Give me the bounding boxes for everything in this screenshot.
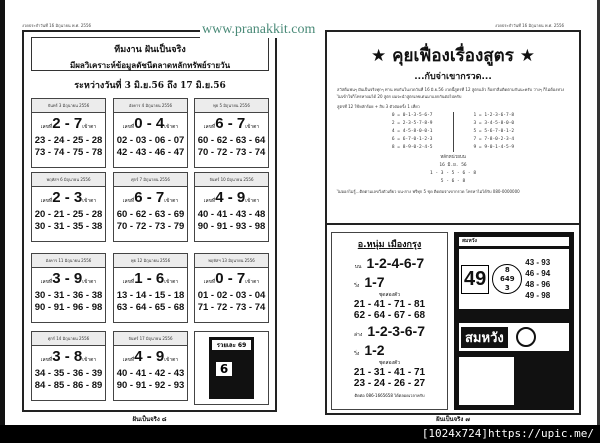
scan-edge-left (0, 0, 5, 425)
cell-row-1: 20 - 21 - 25 - 28 (34, 209, 103, 220)
cell-digits: 2 - 3 (52, 189, 83, 206)
ad-seal-icon (516, 327, 536, 347)
cell-suffix: เข้าตา (82, 279, 97, 285)
formula-line: 1 = 1-2-3-6-7-8 (473, 113, 515, 118)
formula-line: 2 = 2-3-5-7-8-9 (391, 121, 433, 126)
ad-pairs (525, 257, 550, 301)
thumb-digit: 6 (216, 362, 232, 376)
top-digits: 1-2-4-6-7 (366, 255, 425, 271)
cell-suffix: เข้าตา (164, 198, 179, 204)
cell-prefix: เลขที่ (203, 279, 216, 285)
cell-row-2: 42 - 43 - 46 - 47 (116, 147, 185, 158)
date-range: ระหว่างวันที่ 3 มิ.ย.56 ถึง 17 มิ.ย.56 (74, 81, 226, 91)
ad-pair-line: 48 - 96 (525, 280, 551, 289)
result-1: 1 - 3 - 5 - 6 - 8 (429, 171, 477, 176)
bottom-digits: 1-2-3-6-7 (367, 323, 425, 339)
cell-digits: 6 - 7 (215, 115, 246, 132)
bottom-set-1: 21 - 31 - 41 - 71 (353, 367, 426, 378)
cell-row-2: 70 - 72 - 73 - 74 (197, 147, 266, 158)
formula-line: 0 = 0-1-3-5-6-7 (391, 113, 433, 118)
cell-row-2: 70 - 72 - 73 - 79 (116, 221, 185, 232)
cell-suffix: เข้าตา (164, 357, 179, 363)
cell-row-2: 90 - 91 - 92 - 93 (116, 380, 185, 391)
cell-date: อังคาร 11 มิถุนายน 2556 (32, 254, 105, 268)
cell-suffix: เข้าตา (245, 279, 260, 285)
formula-line: 4 = 4-5-8-0-0-1 (391, 129, 433, 134)
cell-row-2: 30 - 31 - 35 - 38 (34, 221, 103, 232)
prediction-cell (31, 172, 106, 242)
top-run: 1-7 (364, 274, 385, 290)
cell-row-1: 30 - 31 - 36 - 38 (34, 290, 103, 301)
left-title-2: มีผลวิเคราะห์ข้อมูลดัชนีตลาดหลักทรัพย์รายวัน (69, 60, 231, 70)
bottom-run-label: วิ่ง (354, 351, 360, 357)
cell-digits: 0 - 7 (215, 270, 246, 287)
cell-prefix: เลขที่ (122, 198, 135, 204)
cell-digits: 6 - 7 (134, 189, 165, 206)
tip-box (331, 232, 448, 410)
cell-row-1: 01 - 02 - 03 - 04 (197, 290, 266, 301)
cell-digits: 4 - 9 (215, 189, 246, 206)
cell-suffix: เข้าตา (164, 124, 179, 130)
cell-prefix: เลขที่ (40, 198, 53, 204)
cell-prefix: เลขที่ (122, 357, 135, 363)
ad-pair-line: 43 - 93 (525, 258, 551, 267)
cell-suffix: เข้าตา (245, 124, 260, 130)
cell-date: พฤหัสฯ 6 มิถุนายน 2556 (32, 173, 105, 187)
formula-right-column (474, 112, 515, 152)
formula-line: 8 = 8-9-0-2-4-5 (391, 145, 433, 150)
cell-date: จันทร์ 3 มิถุนายน 2556 (32, 99, 105, 113)
magazine-thumbnail (194, 331, 269, 405)
prediction-cell (113, 98, 188, 168)
ad-thumbnail (459, 357, 514, 405)
prediction-cell (113, 172, 188, 242)
prediction-cell (194, 172, 269, 242)
cell-prefix: เลขที่ (122, 124, 135, 130)
ad-pair-line: 49 - 98 (525, 291, 551, 300)
thumb-number: 69 (237, 342, 247, 349)
cell-row-2: 71 - 72 - 73 - 74 (197, 302, 266, 313)
result-2: 5 - 6 - 8 (440, 179, 466, 184)
formula-title: ★ คุยเฟื่องเรื่องสูตร ★ (370, 46, 535, 66)
cell-suffix: เข้าตา (82, 124, 97, 130)
cell-row-1: 60 - 62 - 63 - 69 (116, 209, 185, 220)
formula-subtitle: ...กับจ่าเขากรวด... (414, 72, 492, 82)
cell-row-1: 13 - 14 - 15 - 18 (116, 290, 185, 301)
top-set-2: 62 - 64 - 67 - 68 (353, 310, 426, 321)
cell-date: อังคาร 4 มิถุนายน 2556 (114, 99, 187, 113)
top-run-label: วิ่ง (354, 283, 360, 289)
formula-left-column (392, 112, 433, 152)
tip-contact: ติดต่อ 086-1665658 ได้ตลอดเวลาครับ (354, 393, 425, 398)
cell-prefix: เลขที่ (203, 124, 216, 130)
prediction-cell (113, 253, 188, 323)
cell-row-1: 40 - 41 - 42 - 43 (116, 368, 185, 379)
image-size-tag: [1024x724]https://upic.me/ (0, 425, 600, 443)
cell-row-1: 23 - 24 - 25 - 28 (34, 135, 103, 146)
cell-digits: 0 - 4 (134, 115, 165, 132)
prediction-cell (31, 331, 106, 401)
formula-line: 3 = 3-4-5-8-0-0 (473, 121, 515, 126)
ad-big-title: สมหวัง (461, 327, 508, 348)
formula-line: 5 = 5-6-7-0-1-2 (473, 129, 515, 134)
formula-head: สูตรที่ 12 ใช้หลักร้อย + สิบ 3 ตัวต่อครั้ง 1 เที่ยว (337, 104, 420, 109)
right-page-footer: ฝันเป็นจริง ๗ (436, 416, 470, 423)
formula-line: 6 = 6-7-0-1-2-3 (391, 137, 433, 142)
cell-row-1: 34 - 35 - 36 - 39 (34, 368, 103, 379)
result-label: หลักหน่วยบน (440, 155, 466, 160)
cell-prefix: เลขที่ (122, 279, 135, 285)
cell-digits: 3 - 9 (52, 270, 83, 287)
result-date: 16 มิ.ย. 56 (439, 163, 467, 168)
bottom-run: 1-2 (364, 342, 385, 358)
prediction-cell (194, 253, 269, 323)
cell-digits: 3 - 8 (52, 348, 83, 365)
left-title-1: ทีมงาน ฝันเป็นจริง (114, 45, 186, 55)
bottom-set-2: 23 - 24 - 26 - 27 (353, 378, 426, 389)
cell-date: พฤหัสฯ 13 มิถุนายน 2556 (195, 254, 268, 268)
cell-suffix: เข้าตา (245, 198, 260, 204)
cell-row-1: 40 - 41 - 43 - 48 (197, 209, 266, 220)
left-page-footer: ฝันเป็นจริง ๘ (132, 416, 167, 423)
cell-suffix: เข้าตา (82, 357, 97, 363)
cell-row-1: 02 - 03 - 06 - 07 (116, 135, 185, 146)
cell-prefix: เลขที่ (40, 279, 53, 285)
bottom-label: ล่าง (353, 332, 363, 338)
formula-note: ไม่ออกไม่รู้...ติดตามเลขวิ่งตัวเดียว บน-ล่าง ฟรีทุก 5 ชุด ติดต่อจ่าเขากรวด โทรหาไม่ได้รับ 080-0000000 (337, 189, 520, 194)
prediction-cell (31, 253, 106, 323)
cell-digits: 2 - 7 (52, 115, 83, 132)
thumb-title: รวยเละ (216, 342, 236, 349)
left-title-box (31, 37, 269, 71)
formula-line: 9 = 9-0-1-4-5-9 (473, 145, 515, 150)
formula-intro: สวัสดีแฟนๆ ฝันเป็นจริงทุกๆ ท่าน พบกันในงวดวันที่ 16 มิ.ย.56 งวดนี้สูตรที่ 12 สูตรแล้ว ก็อย่าลืมติดตามกันนะครับ ว่างๆ ก็ไม่ต้องห่วง ไม่เข้าใจก็โทรหาผมได้ 20 สูตร ผมจะนำสูตรเลขเด่นมาแจกกันต่อไปครับ (337, 87, 565, 99)
cell-date: ศุกร์ 7 มิถุนายน 2556 (114, 173, 187, 187)
cell-row-2: 90 - 91 - 96 - 98 (34, 302, 103, 313)
formula-line: 7 = 7-8-0-2-3-4 (473, 137, 515, 142)
right-page-header: งวดประจำวันที่ 16 มิถุนายน พ.ศ. 2556 (495, 23, 565, 28)
cell-row-2: 63 - 64 - 65 - 68 (116, 302, 185, 313)
ad-digit-grid: 8 649 3 (492, 264, 522, 294)
tip-name: อ.หนุ่ม เมืองกรุง (357, 240, 422, 250)
cell-suffix: เข้าตา (82, 198, 97, 204)
cell-prefix: เลขที่ (40, 357, 53, 363)
cell-row-2: 90 - 91 - 93 - 98 (197, 221, 266, 232)
ad-pair-line: 46 - 94 (525, 269, 551, 278)
cell-date: พุธ 12 มิถุนายน 2556 (114, 254, 187, 268)
cell-date: จันทร์ 10 มิถุนายน 2556 (195, 173, 268, 187)
cell-date: จันทร์ 17 มิถุนายน 2556 (114, 332, 187, 346)
top-set-label: ชุดสองตัว (378, 292, 401, 298)
cell-digits: 4 - 9 (134, 348, 165, 365)
left-page-header: งวดประจำวันที่ 16 มิถุนายน พ.ศ. 2556 (22, 23, 92, 28)
prediction-cell (31, 98, 106, 168)
cell-prefix: เลขที่ (203, 198, 216, 204)
cell-row-2: 73 - 74 - 75 - 78 (34, 147, 103, 158)
bottom-set-label: ชุดสองตัว (378, 360, 401, 366)
cell-date: ศุกร์ 14 มิถุนายน 2556 (32, 332, 105, 346)
somwang-ad (454, 232, 574, 410)
cell-row-1: 60 - 62 - 63 - 64 (197, 135, 266, 146)
ad-pair: 49 (461, 265, 489, 294)
cell-prefix: เลขที่ (40, 124, 53, 130)
ad-brand: สมหวัง (459, 237, 569, 246)
cell-suffix: เข้าตา (164, 279, 179, 285)
top-set-1: 21 - 41 - 71 - 81 (353, 299, 426, 310)
prediction-cell (194, 98, 269, 168)
formula-section (327, 32, 579, 225)
cell-row-2: 84 - 85 - 86 - 89 (34, 380, 103, 391)
cell-date: พุธ 5 มิถุนายน 2556 (195, 99, 268, 113)
cell-digits: 1 - 6 (134, 270, 165, 287)
watermark: www.pranakkit.com (202, 22, 316, 37)
top-label: บน (354, 264, 362, 270)
prediction-cell (113, 331, 188, 401)
